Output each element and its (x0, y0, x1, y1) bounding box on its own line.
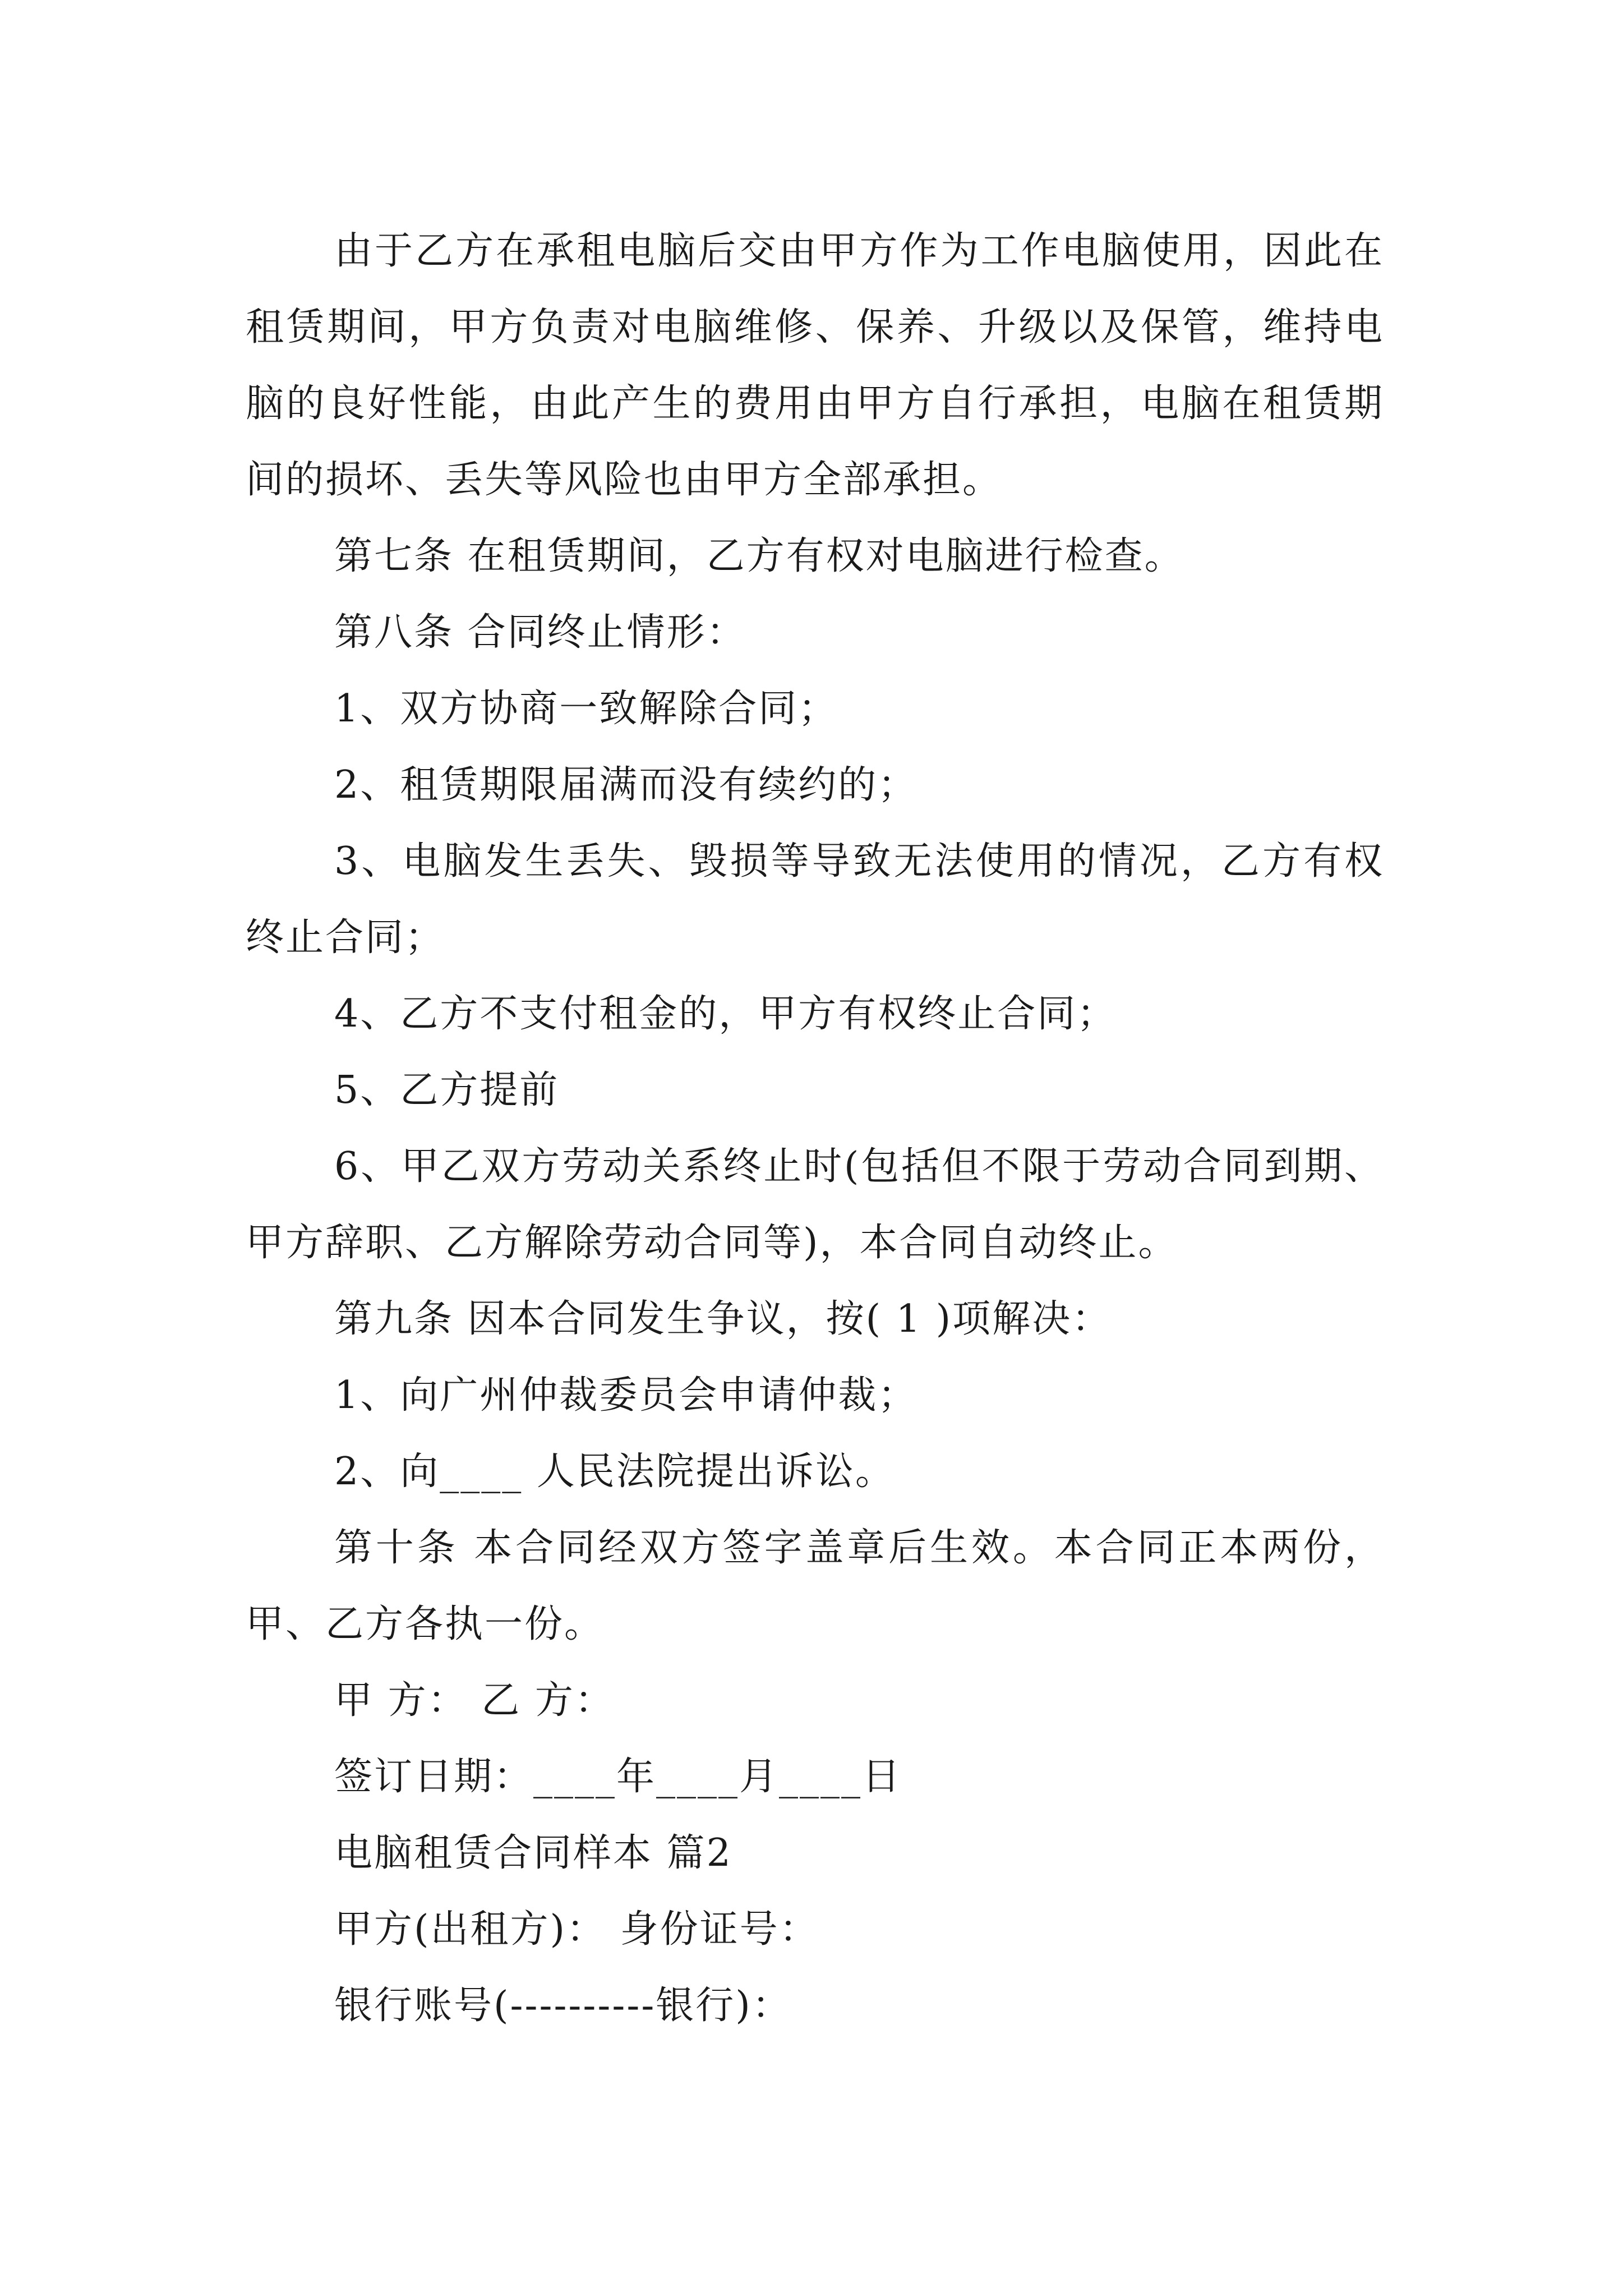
paragraph-article-8-item-3: 3、电脑发生丢失、毁损等导致无法使用的情况，乙方有权终止合同； (246, 839, 1384, 960)
paragraph-article-8-item-4: 4、乙方不支付租金的，甲方有权终止合同； (334, 992, 1117, 1036)
document-body (246, 213, 1384, 2044)
paragraph-article-8: 第八条 合同终止情形： (334, 610, 746, 655)
paragraph-maintenance-clause: 由于乙方在承租电脑后交由甲方作为工作电脑使用，因此在租赁期间，甲方负责对电脑维修、保养、升级以及保管，维持电脑的良好性能，由此产生的费用由甲方自行承担，电脑在租赁期间的损坏、丢失等风险也由甲方全部承担。 (246, 229, 1384, 502)
paragraph-article-7: 第七条 在租赁期间，乙方有权对电脑进行检查。 (334, 534, 1184, 578)
paragraph-article-8-item-5: 5、乙方提前 (334, 1068, 560, 1112)
paragraph-party-signatures: 甲 方： 乙 方： (334, 1678, 615, 1723)
paragraph-lessor-id: 甲方(出租方)： 身份证号： (334, 1907, 819, 1952)
paragraph-bank-account: 银行账号(----------银行)： (334, 1984, 792, 2028)
paragraph-article-9: 第九条 因本合同发生争议，按( 1 )项解决： (334, 1297, 1112, 1341)
paragraph-article-9-item-2: 2、向____ 人民法院提出诉讼。 (334, 1450, 895, 1494)
paragraph-signing-date: 签订日期：____年____月____日 (334, 1755, 902, 1799)
paragraph-article-10: 第十条 本合同经双方签字盖章后生效。本合同正本两份，甲、乙方各执一份。 (246, 1526, 1384, 1646)
paragraph-article-9-item-1: 1、向广州仲裁委员会申请仲裁； (334, 1373, 918, 1418)
paragraph-article-8-item-6: 6、甲乙双方劳动关系终止时(包括但不限于劳动合同到期、甲方辞职、乙方解除劳动合同等)，本合同自动终止。 (246, 1144, 1384, 1265)
paragraph-article-8-item-1: 1、双方协商一致解除合同； (334, 687, 838, 731)
paragraph-section-heading: 电脑租赁合同样本 篇2 (334, 1831, 732, 1875)
paragraph-article-8-item-2: 2、租赁期限届满而没有续约的； (334, 763, 918, 807)
